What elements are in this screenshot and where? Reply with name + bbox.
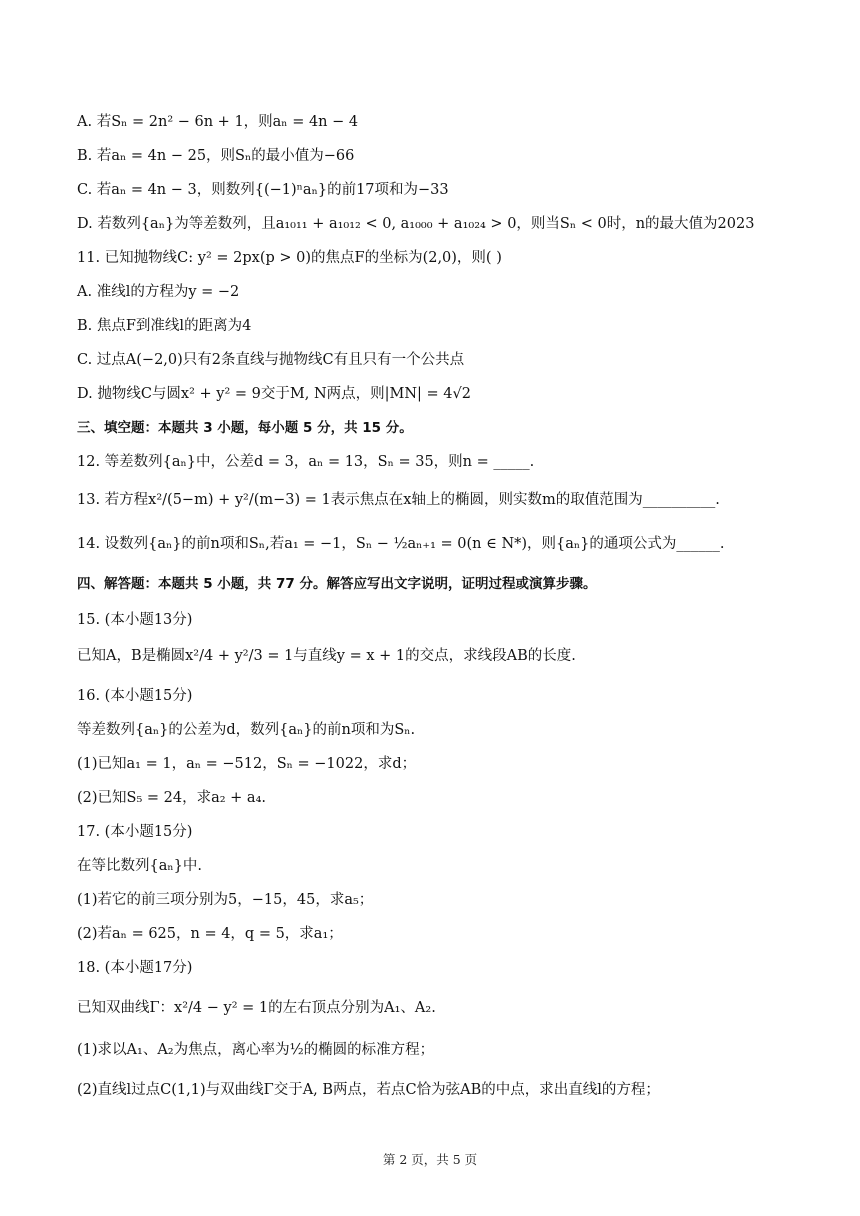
option-10c: C. 若aₙ = 4n − 3，则数列{(−1)ⁿaₙ}的前17项和为−33 — [77, 182, 449, 198]
question-18-body: 已知双曲线Γ：x²/4 − y² = 1的左右顶点分别为A₁、A₂. — [77, 1000, 436, 1016]
page-footer: 第 2 页，共 5 页 — [382, 1152, 478, 1167]
question-17-part1: (1)若它的前三项分别为5，−15，45，求a₅； — [77, 892, 374, 908]
section-heading-solutions: 四、解答题：本题共 5 小题，共 77 分。解答应写出文字说明，证明过程或演算步骤。 — [77, 576, 597, 592]
option-10d: D. 若数列{aₙ}为等差数列，且a₁₀₁₁ + a₁₀₁₂ < 0, a₁₀₀₀ + a₁₀₂₄ > 0，则当Sₙ < 0时，n的最大值为2023 — [77, 216, 755, 232]
question-16-part2: (2)已知S₅ = 24，求a₂ + a₄. — [77, 790, 266, 806]
option-10b: B. 若aₙ = 4n − 25，则Sₙ的最小值为−66 — [77, 148, 355, 164]
question-15-header: 15. (本小题13分) — [77, 612, 193, 628]
question-13: 13. 若方程x²/(5−m) + y²/(m−3) = 1表示焦点在x轴上的椭圆，则实数m的取值范围为__________. — [77, 492, 720, 508]
option-11a: A. 准线l的方程为y = −2 — [77, 284, 240, 300]
question-11: 11. 已知抛物线C: y² = 2px(p > 0)的焦点F的坐标为(2,0)，则( ) — [77, 250, 502, 266]
question-17-header: 17. (本小题15分) — [77, 824, 193, 840]
question-12: 12. 等差数列{aₙ}中，公差d = 3，aₙ = 13，Sₙ = 35，则n = _____. — [77, 454, 535, 470]
question-14: 14. 设数列{aₙ}的前n项和Sₙ,若a₁ = −1，Sₙ − ½aₙ₊₁ = 0(n ∈ N*)，则{aₙ}的通项公式为______. — [77, 536, 725, 552]
option-11d: D. 抛物线C与圆x² + y² = 9交于M, N两点，则|MN| = 4√2 — [77, 386, 471, 402]
question-15-body: 已知A，B是椭圆x²/4 + y²/3 = 1与直线y = x + 1的交点，求线段AB的长度. — [77, 648, 576, 664]
question-18-header: 18. (本小题17分) — [77, 960, 193, 976]
option-11b: B. 焦点F到准线l的距离为4 — [77, 318, 252, 334]
option-10a: A. 若Sₙ = 2n² − 6n + 1，则aₙ = 4n − 4 — [77, 114, 359, 130]
question-16-header: 16. (本小题15分) — [77, 688, 193, 704]
question-16-part1: (1)已知a₁ = 1，aₙ = −512，Sₙ = −1022，求d； — [77, 756, 417, 772]
question-18-part1: (1)求以A₁、A₂为焦点，离心率为½的椭圆的标准方程； — [77, 1042, 435, 1058]
question-17-body: 在等比数列{aₙ}中. — [77, 858, 202, 874]
section-heading-fill-in: 三、填空题：本题共 3 小题，每小题 5 分，共 15 分。 — [77, 420, 413, 436]
question-16-body: 等差数列{aₙ}的公差为d，数列{aₙ}的前n项和为Sₙ. — [77, 722, 416, 738]
option-11c: C. 过点A(−2,0)只有2条直线与抛物线C有且只有一个公共点 — [77, 352, 465, 368]
question-17-part2: (2)若aₙ = 625，n = 4，q = 5，求a₁； — [77, 926, 343, 942]
question-18-part2: (2)直线l过点C(1,1)与双曲线Γ交于A, B两点，若点C恰为弦AB的中点，求出直线l的方程； — [77, 1082, 660, 1098]
